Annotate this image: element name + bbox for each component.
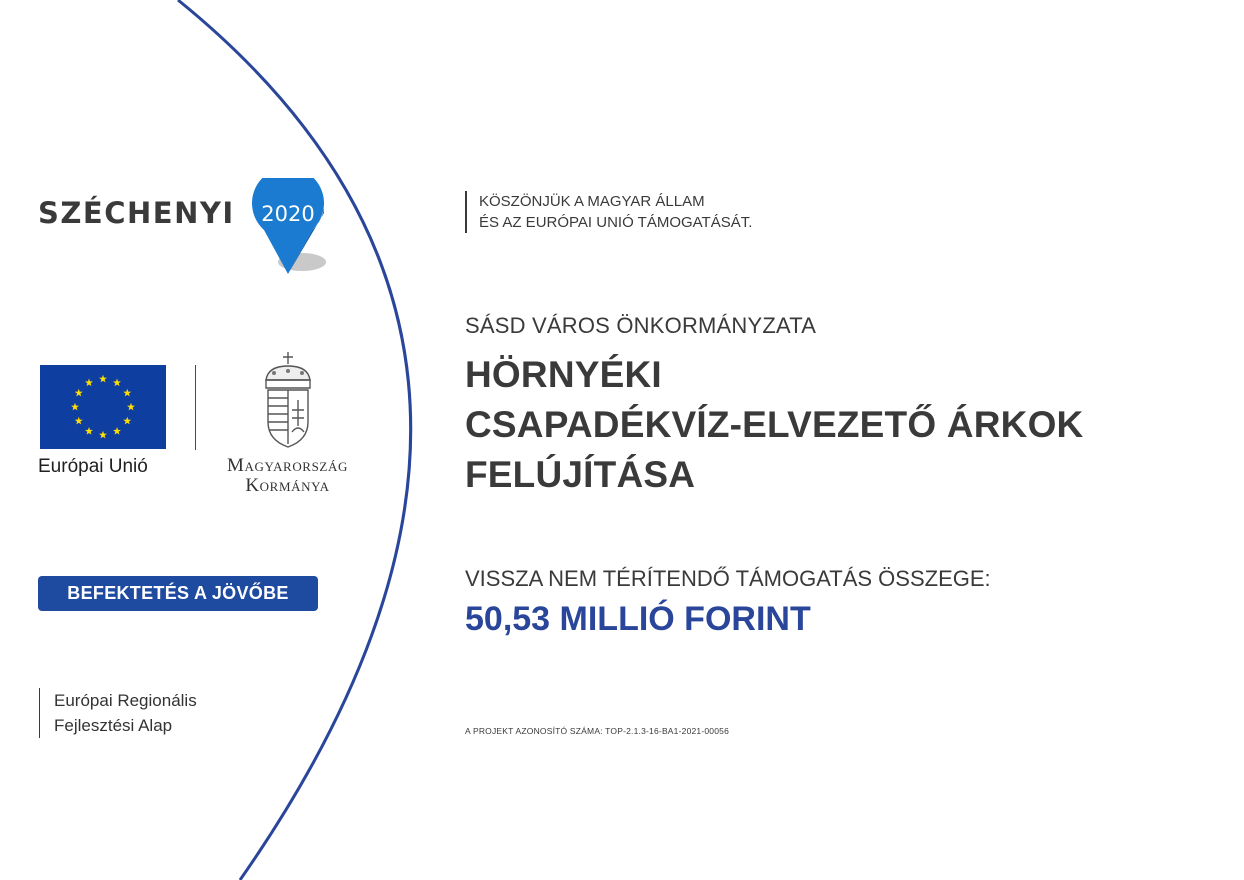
logo-divider (195, 365, 196, 450)
eu-star (85, 427, 93, 435)
eu-star (113, 379, 121, 387)
eu-star (123, 389, 131, 397)
szechenyi-year: 2020 (261, 202, 315, 226)
government-label-line2: Kormánya (245, 475, 330, 496)
thanks-text (465, 191, 752, 233)
project-title-line2: CSAPADÉKVÍZ-ELVEZETŐ ÁRKOK (465, 404, 1084, 445)
support-amount: 50,53 MILLIÓ FORINT (465, 600, 811, 638)
thanks-line2: ÉS AZ EURÓPAI UNIÓ TÁMOGATÁSÁT. (479, 214, 753, 231)
project-title-line3: FELÚJÍTÁSA (465, 454, 696, 495)
eu-star (75, 389, 83, 397)
szechenyi-wordmark: SZÉCHENYI (38, 196, 235, 230)
project-id: A PROJEKT AZONOSÍTÓ SZÁMA: TOP-2.1.3-16-BA1-2021-00056 (465, 726, 730, 736)
coat-of-arms-icon (254, 350, 322, 450)
government-label-line1: Magyarország (227, 455, 348, 476)
eu-label: Európai Unió (38, 456, 148, 477)
government-label (195, 456, 380, 496)
beneficiary-name: SÁSD VÁROS ÖNKORMÁNYZATA (465, 313, 817, 338)
eu-star (127, 403, 135, 411)
eu-star (99, 375, 107, 383)
eu-star (113, 427, 121, 435)
eu-star (71, 403, 79, 411)
eu-stars-icon (40, 365, 166, 449)
eu-star (123, 417, 131, 425)
szechenyi-2020-logo (38, 178, 338, 278)
fund-label-line2: Fejlesztési Alap (54, 716, 173, 735)
project-title-line1: HÖRNYÉKI (465, 354, 662, 395)
location-pin-icon (250, 178, 340, 278)
support-label: VISSZA NEM TÉRÍTENDŐ TÁMOGATÁS ÖSSZEGE: (465, 566, 991, 591)
eu-flag (40, 365, 166, 449)
eu-star (85, 379, 93, 387)
fund-label (39, 688, 197, 738)
eu-star (75, 417, 83, 425)
thanks-line1: KÖSZÖNJÜK A MAGYAR ÁLLAM (479, 193, 705, 210)
eu-star (99, 431, 107, 439)
fund-label-line1: Európai Regionális (54, 691, 197, 710)
invest-in-future-badge: BEFEKTETÉS A JÖVŐBE (38, 576, 318, 611)
project-title (465, 350, 1083, 500)
